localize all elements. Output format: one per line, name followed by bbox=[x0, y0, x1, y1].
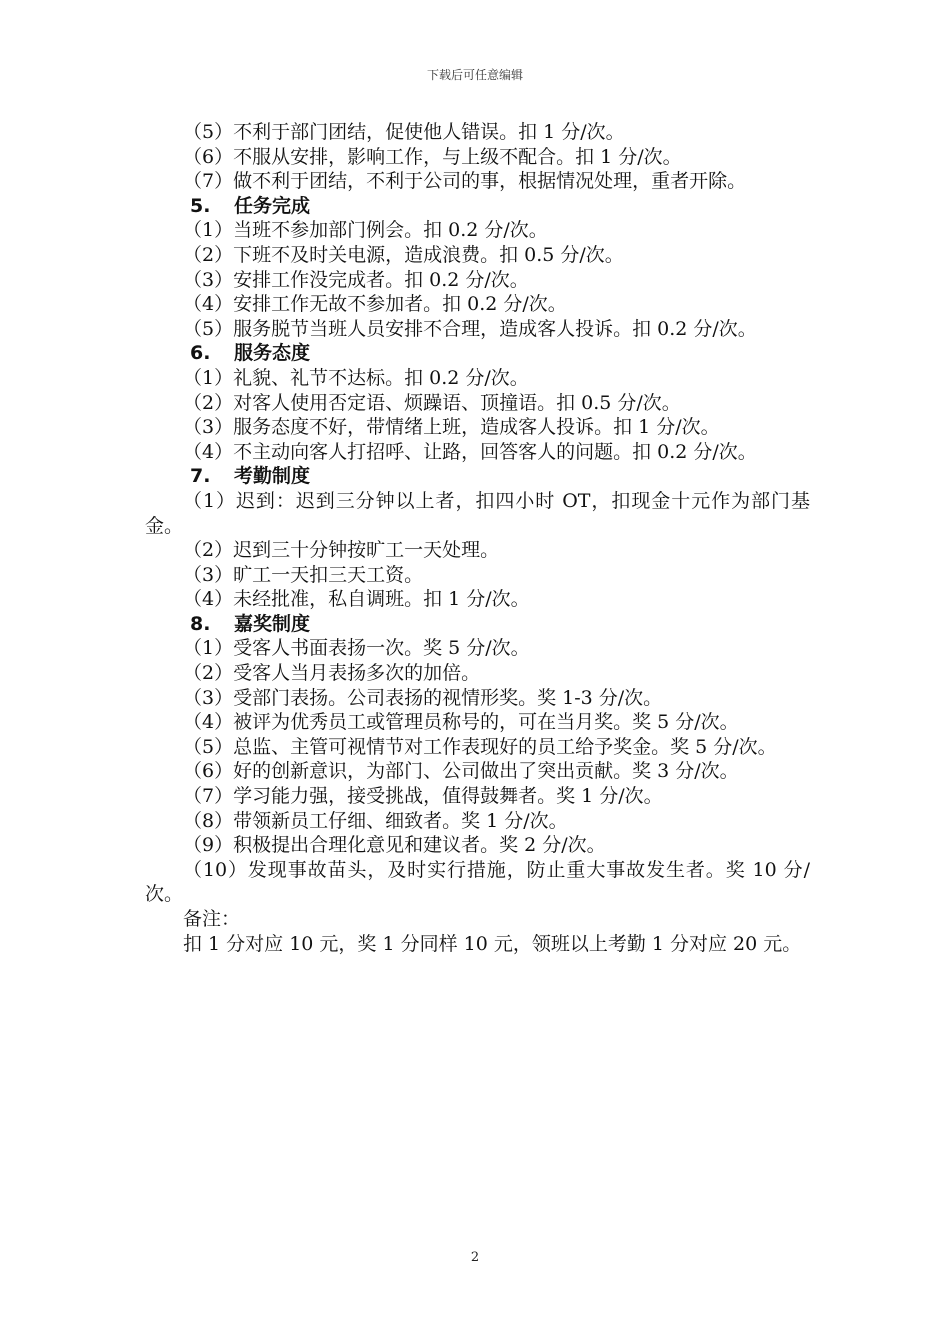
paragraph: （2）下班不及时关电源，造成浪费。扣 0.5 分/次。 bbox=[183, 243, 624, 266]
paragraph: （2）受客人当月表扬多次的加倍。 bbox=[183, 662, 481, 685]
section-heading bbox=[145, 612, 810, 637]
paragraph: （6）不服从安排，影响工作，与上级不配合。扣 1 分/次。 bbox=[183, 145, 682, 168]
paragraph: （9）积极提出合理化意见和建议者。奖 2 分/次。 bbox=[183, 834, 606, 857]
section-title: 服务态度 bbox=[234, 342, 311, 365]
paragraph: （2）对客人使用否定语、烦躁语、顶撞语。扣 0.5 分/次。 bbox=[183, 391, 681, 414]
paragraph: （6）好的创新意识，为部门、公司做出了突出贡献。奖 3 分/次。 bbox=[183, 760, 739, 783]
paragraph: （1）受客人书面表扬一次。奖 5 分/次。 bbox=[183, 637, 530, 660]
paragraph: （5）服务脱节当班人员安排不合理，造成客人投诉。扣 0.2 分/次。 bbox=[183, 317, 757, 340]
paragraph: （4）未经批准，私自调班。扣 1 分/次。 bbox=[183, 588, 530, 611]
section-heading bbox=[145, 194, 810, 219]
paragraph: （4）不主动向客人打招呼、让路，回答客人的问题。扣 0.2 分/次。 bbox=[183, 440, 757, 463]
section-heading bbox=[145, 341, 810, 366]
section-title: 嘉奖制度 bbox=[234, 612, 311, 635]
section-number: 7. bbox=[190, 465, 211, 488]
paragraph: 备注： bbox=[183, 908, 241, 930]
paragraph: （1）迟到：迟到三分钟以上者，扣四小时 OT，扣现金十元作为部门基金。 bbox=[145, 489, 810, 537]
paragraph: （8）带领新员工仔细、细致者。奖 1 分/次。 bbox=[183, 809, 568, 832]
paragraph: （1）礼貌、礼节不达标。扣 0.2 分/次。 bbox=[183, 366, 529, 389]
paragraph: （4）安排工作无故不参加者。扣 0.2 分/次。 bbox=[183, 293, 567, 316]
section-number: 8. bbox=[190, 612, 211, 635]
paragraph: （7）做不利于团结，不利于公司的事，根据情况处理，重者开除。 bbox=[183, 170, 747, 193]
paragraph: （1）当班不参加部门例会。扣 0.2 分/次。 bbox=[183, 219, 548, 242]
paragraph: （4）被评为优秀员工或管理员称号的，可在当月奖。奖 5 分/次。 bbox=[183, 711, 739, 734]
section-number: 5. bbox=[190, 194, 211, 217]
section-title: 考勤制度 bbox=[234, 465, 311, 488]
paragraph: （3）受部门表扬。公司表扬的视情形奖。奖 1-3 分/次。 bbox=[183, 686, 663, 709]
document-body bbox=[145, 120, 810, 956]
paragraph: （5）总监、主管可视情节对工作表现好的员工给予奖金。奖 5 分/次。 bbox=[183, 735, 777, 758]
paragraph: （2）迟到三十分钟按旷工一天处理。 bbox=[183, 539, 500, 562]
page-number: 2 bbox=[470, 1250, 480, 1265]
paragraph: （10）发现事故苗头，及时实行措施，防止重大事故发生者。奖 10 分/次。 bbox=[145, 858, 810, 906]
page-header: 下载后可任意编辑 bbox=[426, 68, 523, 82]
section-title: 任务完成 bbox=[234, 194, 311, 217]
section-heading bbox=[145, 464, 810, 489]
paragraph: 扣 1 分对应 10 元，奖 1 分同样 10 元，领班以上考勤 1 分对应 20 元。 bbox=[183, 932, 802, 955]
paragraph: （3）安排工作没完成者。扣 0.2 分/次。 bbox=[183, 268, 529, 291]
paragraph: （7）学习能力强，接受挑战，值得鼓舞者。奖 1 分/次。 bbox=[183, 785, 663, 808]
section-number: 6. bbox=[190, 342, 211, 365]
paragraph: （5）不利于部门团结，促使他人错误。扣 1 分/次。 bbox=[183, 121, 625, 143]
paragraph: （3）服务态度不好，带情绪上班，造成客人投诉。扣 1 分/次。 bbox=[183, 416, 720, 439]
paragraph: （3）旷工一天扣三天工资。 bbox=[183, 563, 424, 586]
